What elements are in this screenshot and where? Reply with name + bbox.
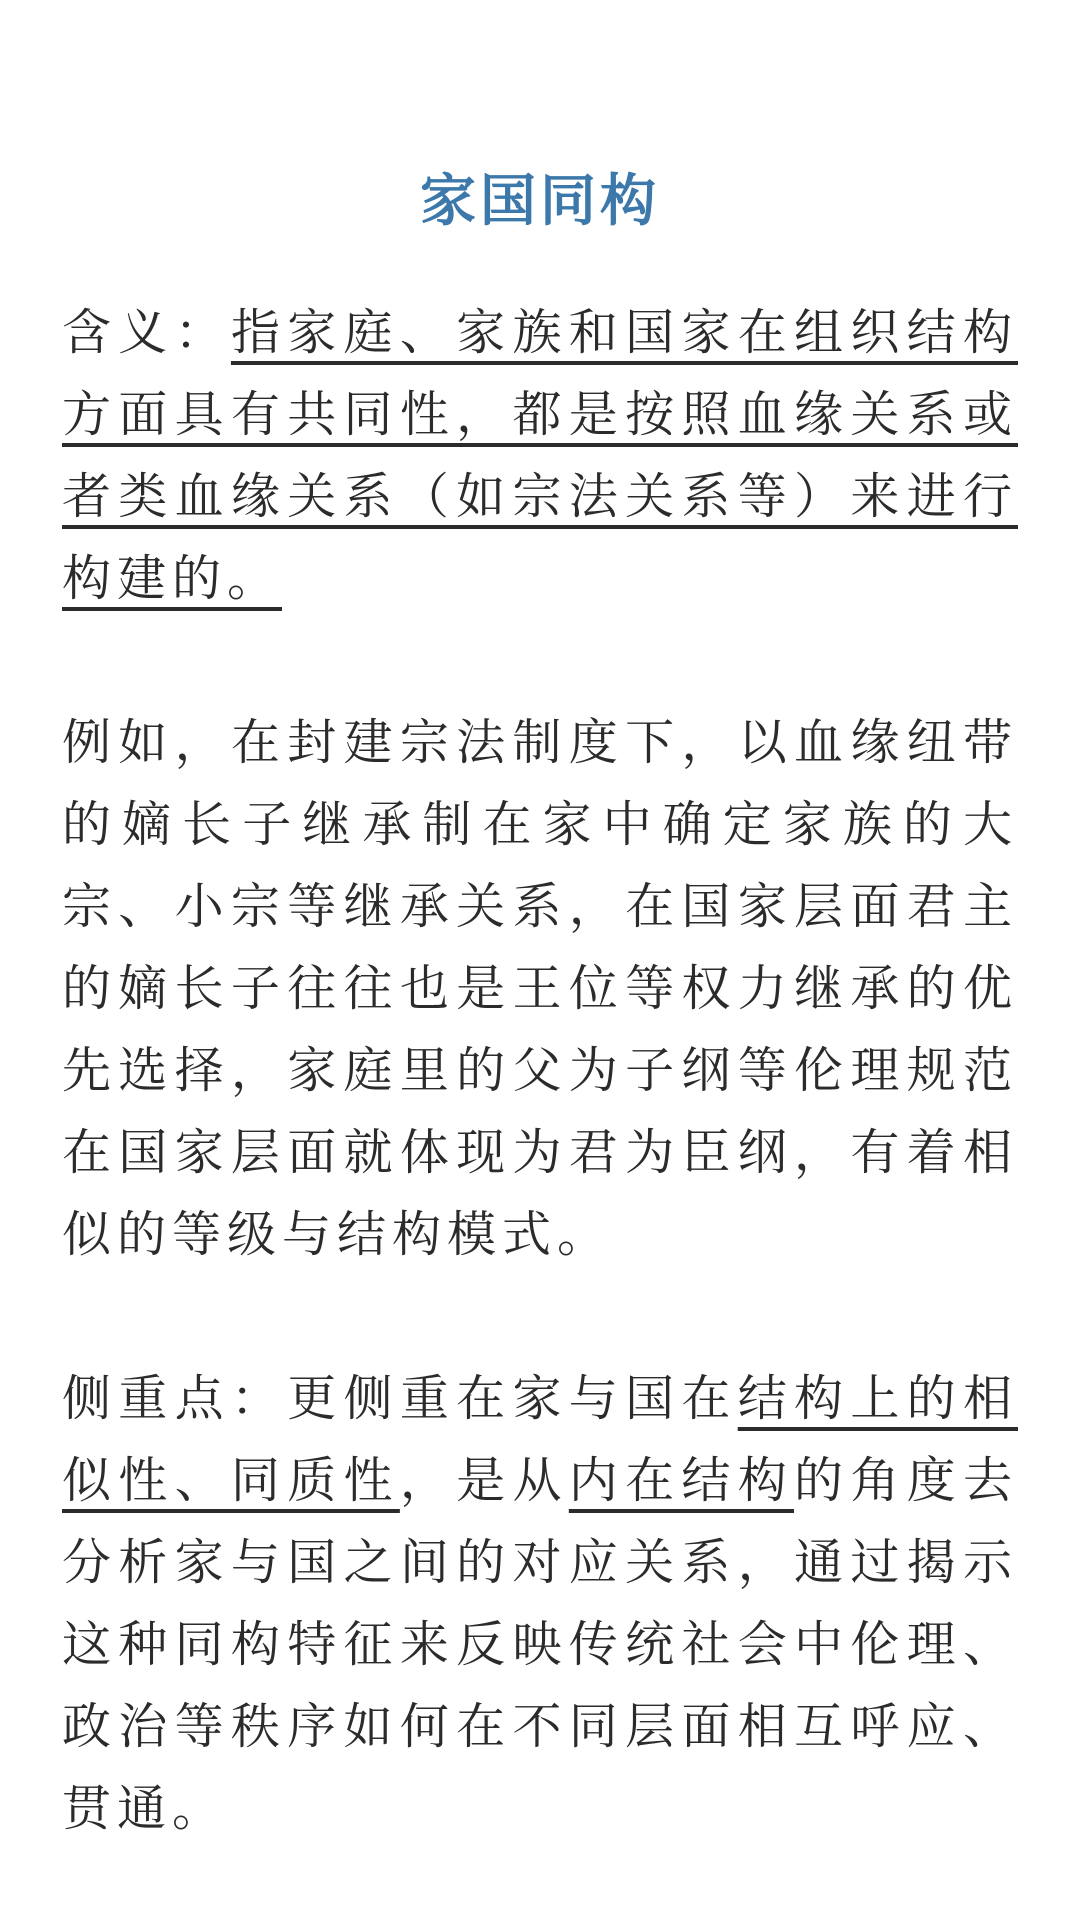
focus-highlight-structure-similarity: 结构上的相似性、同质性: [62, 1370, 1018, 1509]
meaning-underlined-text: 指家庭、家族和国家在组织结构方面具有共同性，都是按照血缘关系或者类血缘关系（如宗法关系等）来进行构建的。: [62, 304, 1018, 607]
focus-label: 侧重点：: [62, 1370, 288, 1427]
focus-text-part-3: 的角度去分析家与国之间的对应关系，通过揭示这种同构特征来反映传统社会中伦理、政治等秩序如何在不同层面相互呼应、贯通。: [62, 1452, 1018, 1837]
example-paragraph: 例如，在封建宗法制度下，以血缘纽带的嫡长子继承制在家中确定家族的大宗、小宗等继承关系，在国家层面君主的嫡长子往往也是王位等权力继承的优先选择，家庭里的父为子纲等伦理规范在国家层面就体现为君为臣纲，有着相似的等级与结构模式。: [62, 714, 1018, 1263]
meaning-paragraph: [62, 292, 1018, 620]
focus-paragraph: [62, 1358, 1018, 1850]
focus-text-part-1: 更侧重在家与国在: [287, 1370, 738, 1427]
meaning-label: 含义：: [62, 304, 231, 361]
focus-text-part-2: ，是从: [399, 1452, 569, 1509]
focus-highlight-inner-structure: 内在结构: [568, 1452, 795, 1509]
page-title: 家国同构: [420, 167, 660, 234]
